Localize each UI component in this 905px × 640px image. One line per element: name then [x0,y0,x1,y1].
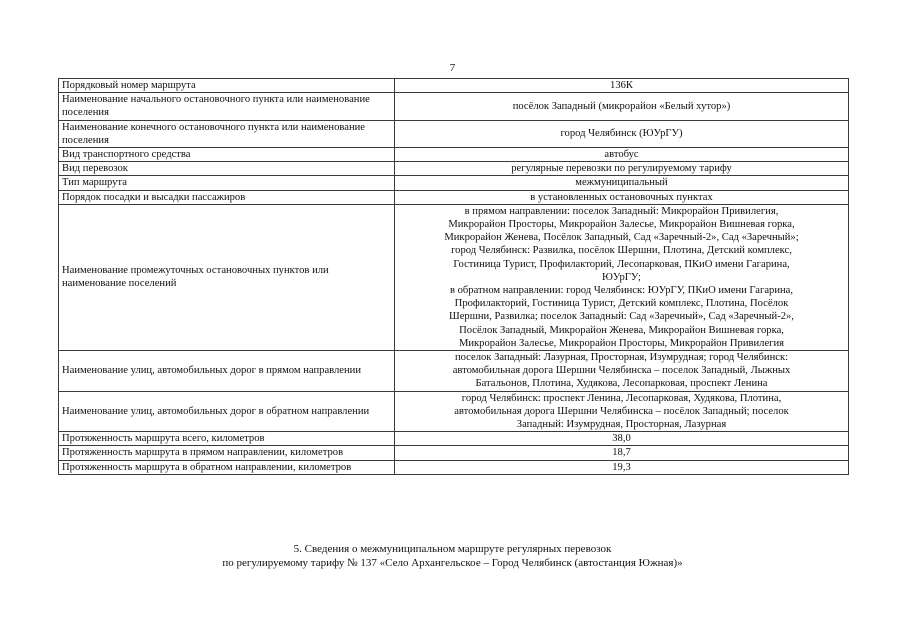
row-label: Наименование улиц, автомобильных дорог в обратном направлении [59,391,395,432]
table-row [59,446,849,460]
row-value-line: межмуниципальный [575,177,668,189]
row-value-line: поселок Западный: Лазурная, Просторная, Изумрудная; город Челябинск: [454,352,789,364]
table-row [59,460,849,474]
row-value-line: город Челябинск: Развилка, посёлок Шершни, Плотина, Детский комплекс, [451,245,792,257]
row-label: Вид транспортного средства [59,148,395,162]
row-value-line: Микрорайон Женева, Посёлок Западный, Сад «Заречный-2», Сад «Заречный»; [444,232,799,244]
row-value [395,190,849,204]
row-value-line: 18,7 [612,447,631,459]
row-value-line: 136К [610,80,633,91]
route-info-table [58,78,849,475]
row-value [395,176,849,190]
row-label: Наименование улиц, автомобильных дорог в прямом направлении [59,351,395,392]
section-heading-line-1: 5. Сведения о межмуниципальном маршруте регулярных перевозок [293,543,612,555]
row-label: Порядковый номер маршрута [59,79,395,93]
row-value-line: 38,0 [612,433,631,445]
row-value-line: автомобильная дорога Шершни Челябинска – поселок Западный, Лыжных [452,365,791,377]
row-value-line: город Челябинск: проспект Ленина, Лесопарковая, Худякова, Плотина, [461,392,782,404]
row-value-line: в установленных остановочных пунктах [530,191,713,203]
row-value [395,460,849,474]
section-heading-line-2: по регулируемому тарифу № 137 «Село Архангельское – Город Челябинск (автостанция Южная)» [222,557,683,569]
row-value-line: Западный: Изумрудная, Просторная, Лазурная [516,419,727,431]
row-value [395,446,849,460]
row-value-line: автомобильная дорога Шершни Челябинска – посёлок Западный; поселок [454,405,789,417]
table-row [59,120,849,147]
row-value [395,204,849,350]
row-value [395,391,849,432]
row-value-line: Профилакторий, Гостиница Турист, Детский комплекс, Плотина, Посёлок [454,298,789,310]
row-value-line: Посёлок Западный, Микрорайон Женева, Микрорайон Вишневая горка, [459,324,784,336]
row-value-line: Батальонов, Плотина, Худякова, Лесопарковая, проспект Ленина [475,378,768,390]
row-value-line: автобус [604,149,639,161]
table-row [59,79,849,93]
row-value-line: Гостиница Турист, Профилакторий, Лесопарковая, ПКиО имени Гагарина, [453,258,790,270]
table-row [59,190,849,204]
row-value-line: в обратном направлении: город Челябинск: ЮУрГУ, ПКиО имени Гагарина, [449,285,794,297]
table-row [59,93,849,120]
row-value-line: Шершни, Развилка; поселок Западный: Сад «Заречный», Сад «Заречный-2», [449,311,794,323]
row-value [395,162,849,176]
row-value [395,79,849,93]
row-label: Вид перевозок [59,162,395,176]
row-label: Наименование начального остановочного пункта или наименование поселения [59,93,395,120]
table-row [59,148,849,162]
row-value-line: город Челябинск (ЮУрГУ) [560,128,683,140]
page-number: 7 [449,62,456,74]
row-value-line: посёлок Западный (микрорайон «Белый хутор») [512,100,731,112]
row-value-line: регулярные перевозки по регулируемому тарифу [511,163,732,175]
row-label: Порядок посадки и высадки пассажиров [59,190,395,204]
table-row [59,391,849,432]
table-row [59,351,849,392]
section-heading [0,542,905,570]
row-label: Протяженность маршрута в обратном направлении, километров [59,460,395,474]
row-value-line: Микрорайон Залесье, Микрорайон Просторы, Микрорайон Привилегия [458,337,785,349]
row-value [395,148,849,162]
row-value [395,351,849,392]
row-value-line: 19,3 [612,461,631,473]
row-label: Протяженность маршрута в прямом направлении, километров [59,446,395,460]
row-value-line: в прямом направлении: поселок Западный: Микрорайон Привилегия, [464,205,779,217]
row-label: Наименование конечного остановочного пункта или наименование поселения [59,120,395,147]
row-value-line: ЮУрГУ; [602,271,641,283]
row-value [395,93,849,120]
table-row [59,176,849,190]
table-row [59,204,849,350]
table-row [59,162,849,176]
row-label: Наименование промежуточных остановочных пунктов или наименование поселений [59,204,395,350]
row-label: Протяженность маршрута всего, километров [59,432,395,446]
table-row [59,432,849,446]
row-value-line: Микрорайон Просторы, Микрорайон Залесье, Микрорайон Вишневая горка, [448,219,795,231]
row-value [395,432,849,446]
row-label: Тип маршрута [59,176,395,190]
row-value [395,120,849,147]
